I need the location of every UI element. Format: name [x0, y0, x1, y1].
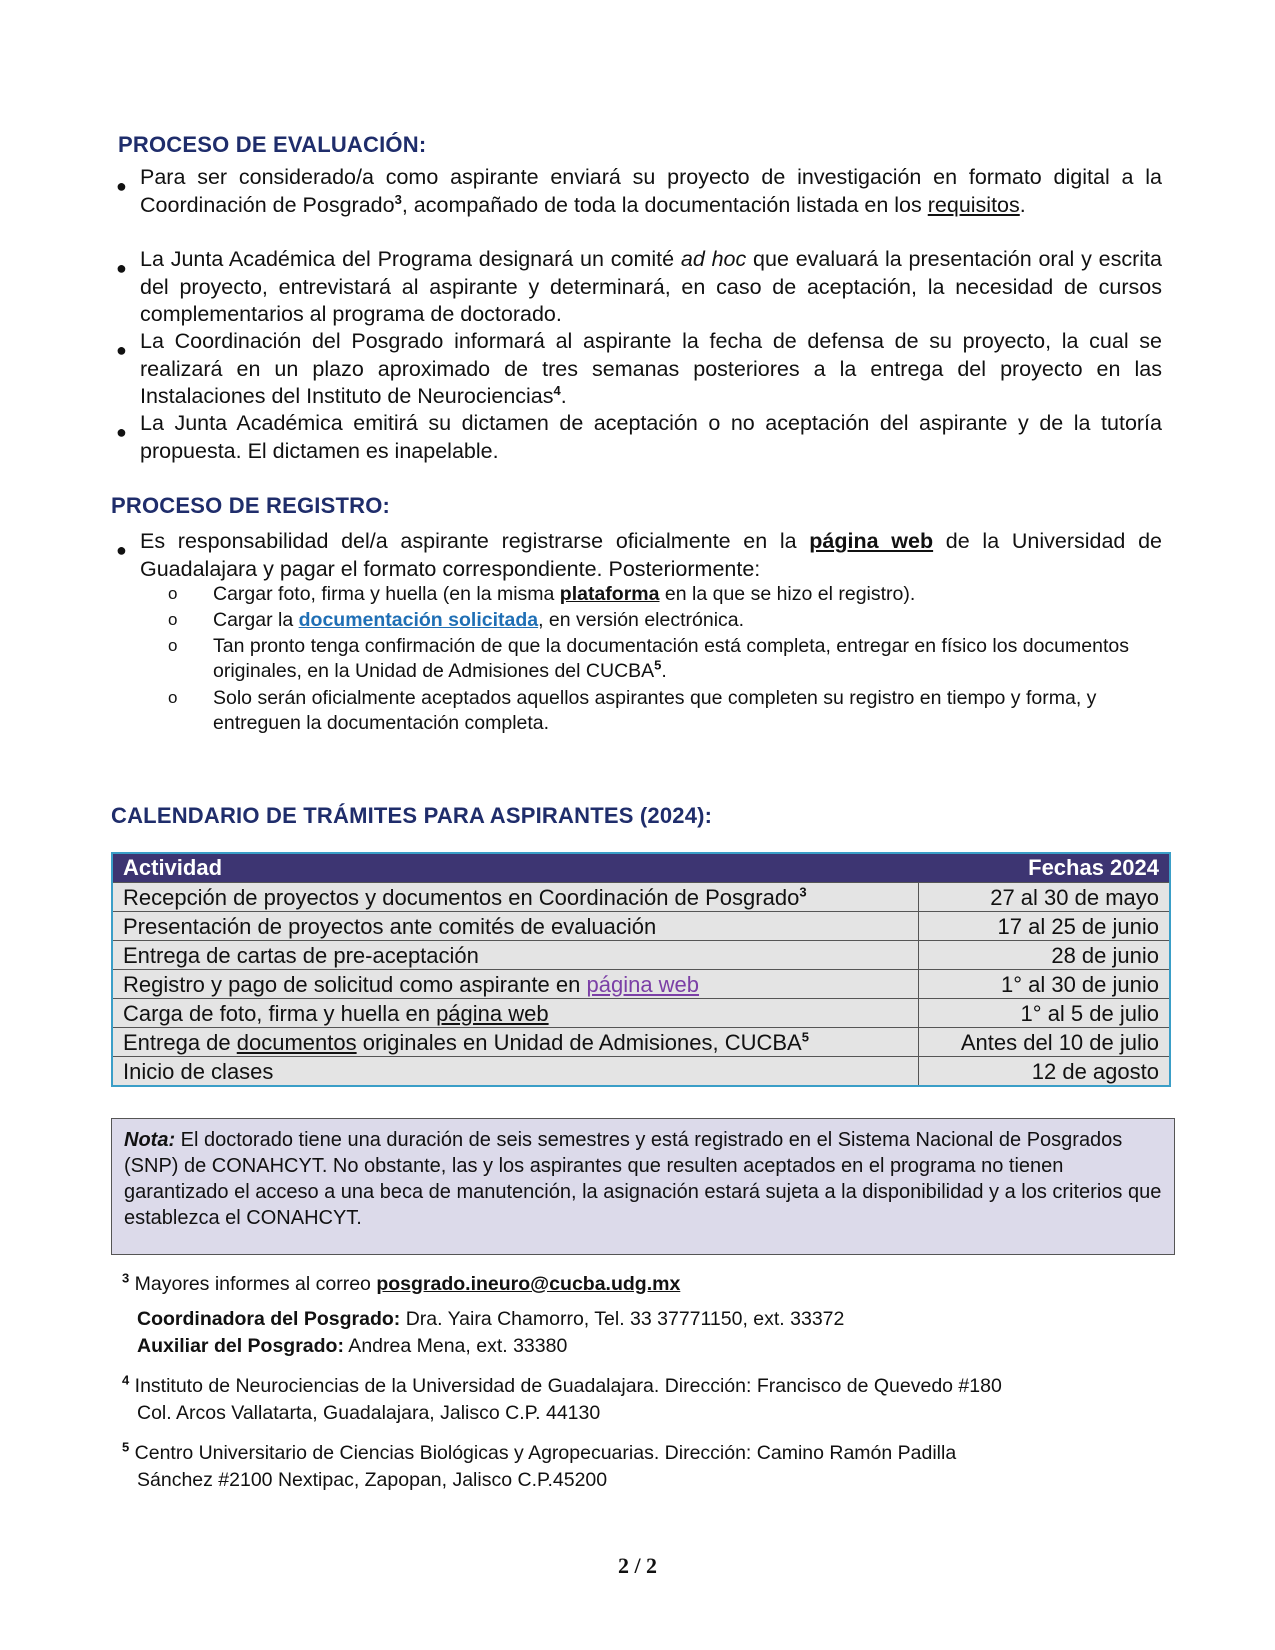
bullet-icon: ●: [116, 422, 127, 442]
nota-label: Nota:: [124, 1129, 176, 1151]
activity-cell: Presentación de proyectos ante comités de evaluación: [112, 912, 919, 941]
date-cell: 28 de junio: [919, 941, 1171, 970]
bullet-icon: ●: [116, 540, 127, 560]
table-row: [112, 1028, 1170, 1057]
bullet-icon: ●: [116, 176, 127, 196]
pagina-web-link[interactable]: página web: [436, 1000, 549, 1026]
table-row: [112, 1057, 1170, 1087]
sub-bullet-icon: o: [168, 688, 178, 707]
footnote-4-line2: Col. Arcos Vallatarta, Guadalajara, Jalisco C.P. 44130: [137, 1402, 601, 1424]
activity-cell: Inicio de clases: [112, 1057, 919, 1087]
section-heading-registro: PROCESO DE REGISTRO:: [111, 493, 391, 518]
table-row: [112, 999, 1170, 1028]
activity-cell: Entrega de cartas de pre-aceptación: [112, 941, 919, 970]
section-heading-evaluacion: PROCESO DE EVALUACIÓN:: [118, 132, 427, 157]
activity-cell: Carga de foto, firma y huella en página web: [112, 999, 919, 1028]
requisitos-link[interactable]: requisitos: [927, 192, 1020, 217]
sub-bullet-icon: o: [168, 584, 178, 603]
page-number: 2 / 2: [617, 1553, 658, 1578]
date-cell: 1° al 30 de junio: [919, 970, 1171, 999]
registro-item-1: Es responsabilidad del/a aspirante registrarse oficialmente en la página web de la Universidad de Guadalajara y pagar el formato correspondiente. Posteriormente:: [140, 529, 1163, 581]
registro-subitem-4: Solo serán oficialmente aceptados aquellos aspirantes que completen su registro en tiempo y forma, y entreguen la documentación completa.: [213, 687, 1097, 734]
bullet-icon: ●: [116, 340, 127, 360]
activity-cell: Registro y pago de solicitud como aspirante en página web: [112, 970, 919, 999]
auxiliar-line: Auxiliar del Posgrado: Andrea Mena, ext. 33380: [137, 1335, 568, 1357]
date-cell: 27 al 30 de mayo: [919, 883, 1171, 912]
sub-bullet-icon: o: [168, 636, 178, 655]
footnote-5: $^5$ Centro Universitario de Ciencias Biológicas y Agropecuarias. Dirección: Camino Ramón Padilla: [122, 1439, 957, 1464]
evaluacion-item-1: Para ser considerado/a como aspirante enviará su proyecto de investigación en formato digital a la Coordinación de Posgrado$^3$, acompañado de toda la documentación listada en los requisitos.: [140, 165, 1162, 217]
nota-box: [111, 1118, 1175, 1255]
table-header-row: [112, 853, 1170, 883]
nota-text: El doctorado tiene una duración de seis semestres y está registrado en el Sistema Nacional de Posgrados (SNP) de CONAHCYT. No obstante, las y los aspirantes que resulten aceptados en el programa no tienen garantizado el acceso a una beca de manutención, la asignación estará sujeta a la disponibilidad y a los criterios que establezca el CONAHCYT.: [124, 1129, 1162, 1229]
evaluacion-item-2: La Junta Académica del Programa designará un comité ad hoc que evaluará la presentación oral y escrita del proyecto, entrevistará al aspirante y determinará, en caso de aceptación, la necesidad de cursos complementarios al programa de doctorado.: [140, 247, 1162, 326]
email-link[interactable]: posgrado.ineuro@cucba.udg.mx: [376, 1273, 681, 1295]
date-cell: 1° al 5 de julio: [919, 999, 1171, 1028]
plataforma-link[interactable]: plataforma: [559, 583, 660, 605]
documentacion-solicitada-link[interactable]: documentación solicitada: [298, 609, 539, 631]
table-row: [112, 941, 1170, 970]
footnote-5-line2: Sánchez #2100 Nextipac, Zapopan, Jalisco C.P.45200: [137, 1469, 608, 1491]
section-heading-calendario: CALENDARIO DE TRÁMITES PARA ASPIRANTES (2024):: [111, 803, 713, 828]
activity-cell: Recepción de proyectos y documentos en Coordinación de Posgrado$^3$: [112, 883, 919, 912]
date-cell: Antes del 10 de julio: [919, 1028, 1171, 1057]
calendar-table: [111, 852, 1171, 1087]
registro-subitem-1: Cargar foto, firma y huella (en la misma plataforma en la que se hizo el registro).: [213, 583, 916, 605]
registro-subitem-3: Tan pronto tenga confirmación de que la documentación está completa, entregar en físico los documentos originales, en la Unidad de Admisiones del CUCBA$^5$.: [213, 635, 1129, 682]
column-header-fechas: Fechas 2024: [919, 853, 1171, 883]
documentos-link[interactable]: documentos: [236, 1029, 357, 1055]
sub-bullet-icon: o: [168, 610, 178, 629]
evaluacion-item-4: La Junta Académica emitirá su dictamen de aceptación o no aceptación del aspirante y de la tutoría propuesta. El dictamen es inapelable.: [140, 411, 1162, 463]
evaluacion-item-3: La Coordinación del Posgrado informará al aspirante la fecha de defensa de su proyecto, la cual se realizará en un plazo aproximado de tres semanas posteriores a la entrega del proyecto en las Instalaciones del Instituto de Neurociencias$^4$.: [140, 329, 1162, 408]
pagina-web-link[interactable]: página web: [809, 529, 934, 553]
coordinadora-line: Coordinadora del Posgrado: Dra. Yaira Chamorro, Tel. 33 37771150, ext. 33372: [137, 1308, 845, 1330]
table-row: [112, 912, 1170, 941]
date-cell: 17 al 25 de junio: [919, 912, 1171, 941]
registro-subitem-2: Cargar la documentación solicitada, en versión electrónica.: [213, 609, 745, 631]
footnote-3: $^3$ Mayores informes al correo posgrado.ineuro@cucba.udg.mx: [122, 1270, 681, 1295]
column-header-actividad: Actividad: [112, 853, 919, 883]
table-row: [112, 970, 1170, 999]
bullet-icon: ●: [116, 258, 127, 278]
date-cell: 12 de agosto: [919, 1057, 1171, 1087]
table-row: [112, 883, 1170, 912]
pagina-web-link[interactable]: página web: [586, 971, 700, 997]
activity-cell: Entrega de documentos originales en Unidad de Admisiones, CUCBA$^5$: [112, 1028, 919, 1057]
footnote-4: $^4$ Instituto de Neurociencias de la Universidad de Guadalajara. Dirección: Francisco de Quevedo #180: [122, 1372, 1002, 1397]
